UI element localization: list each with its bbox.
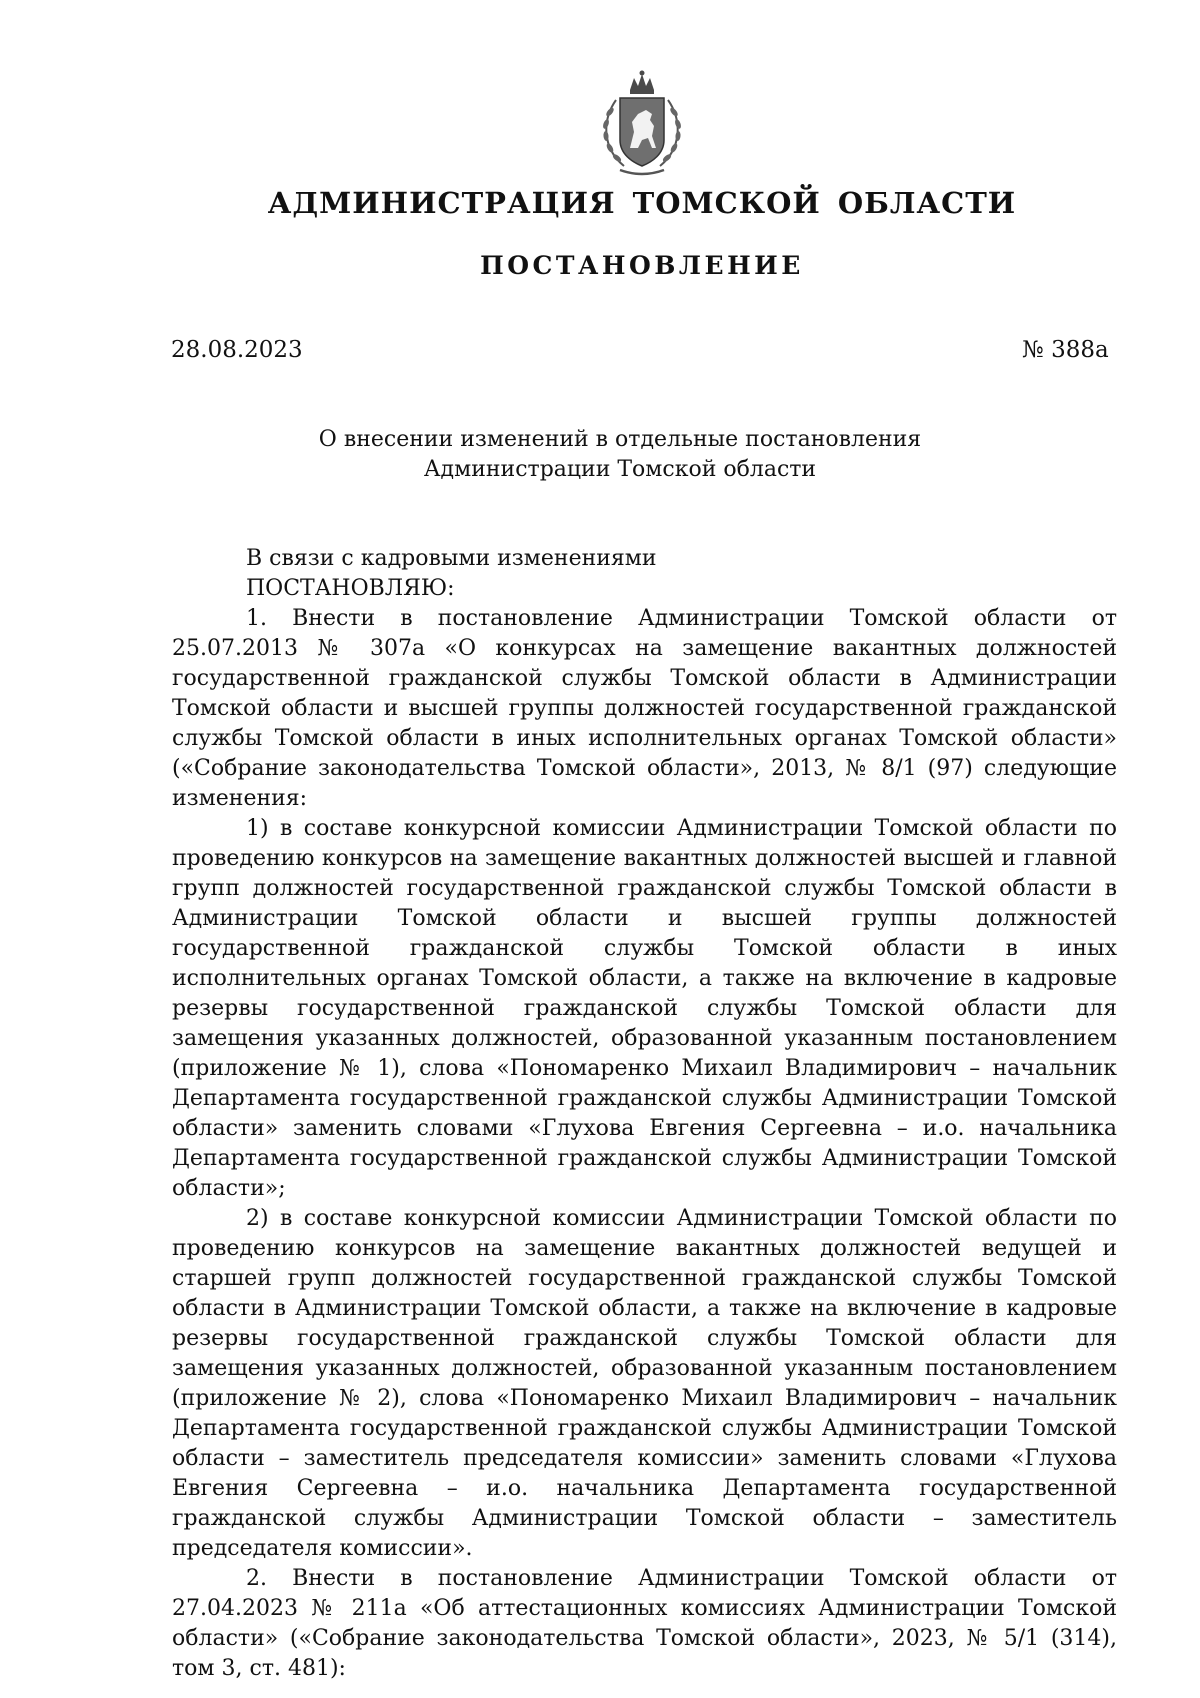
- resolve-heading: ПОСТАНОВЛЯЮ:: [246, 576, 455, 601]
- document-body: [172, 544, 1117, 1684]
- paragraph-2: 2. Внести в постановление Администрации Томской области от 27.04.2023 № 211а «Об аттестационных комиссиях Администрации Томской области» («Собрание законодательства Томской области», 2023, № 5/1 (314), том 3, ст. 481):: [172, 1566, 1117, 1681]
- paragraph-1-2: 2) в составе конкурсной комиссии Администрации Томской области по проведению конкурсов на замещение вакантных должностей ведущей и старшей групп должностей государственной гражданской службы Томской области в Администрации Томской области, а также на включение в кадровые резервы государственной гражданской службы Томской области для замещения указанных должностей, образованной указанным постановлением (приложение № 2), слова «Пономаренко Михаил Владимирович – начальник Департамента государственной гражданской службы Администрации Томской области – заместитель председателя комиссии» заменить словами «Глухова Евгения Сергеевна – и.о. начальника Департамента государственной гражданской службы Администрации Томской области – заместитель председателя комиссии».: [172, 1206, 1117, 1561]
- paragraph-1-1: 1) в составе конкурсной комиссии Администрации Томской области по проведению конкурсов на замещение вакантных должностей высшей и главной групп должностей государственной гражданской службы Томской области в Администрации Томской области и высшей группы должностей государственной гражданской службы Томской области в иных исполнительных органах Томской области, а также на включение в кадровые резервы государственной гражданской службы Томской области для замещения указанных должностей, образованной указанным постановлением (приложение № 1), слова «Пономаренко Михаил Владимирович – начальник Департамента государственной гражданской службы Администрации Томской области» заменить словами «Глухова Евгения Сергеевна – и.о. начальника Департамента государственной гражданской службы Администрации Томской области»;: [172, 816, 1117, 1201]
- document-type: ПОСТАНОВЛЕНИЕ: [480, 251, 804, 280]
- subject-line-2: Администрации Томской области: [423, 457, 817, 482]
- organization-title: АДМИНИСТРАЦИЯ ТОМСКОЙ ОБЛАСТИ: [267, 186, 1017, 220]
- subject-line-1: О внесении изменений в отдельные постановления: [318, 427, 922, 452]
- tomsk-coat-of-arms-icon: [590, 70, 694, 180]
- document-number: № 388а: [1022, 337, 1109, 363]
- document-subject: [300, 425, 940, 485]
- preamble: В связи с кадровыми изменениями: [246, 546, 657, 571]
- paragraph-1: 1. Внести в постановление Администрации Томской области от 25.07.2013 № 307а «О конкурсах на замещение вакантных должностей государственной гражданской службы Томской области в Администрации Томской области и высшей группы должностей государственной гражданской службы Томской области в иных исполнительных органах Томской области» («Собрание законодательства Томской области», 2013, № 8/1 (97) следующие изменения:: [172, 606, 1117, 811]
- document-date: 28.08.2023: [171, 337, 303, 363]
